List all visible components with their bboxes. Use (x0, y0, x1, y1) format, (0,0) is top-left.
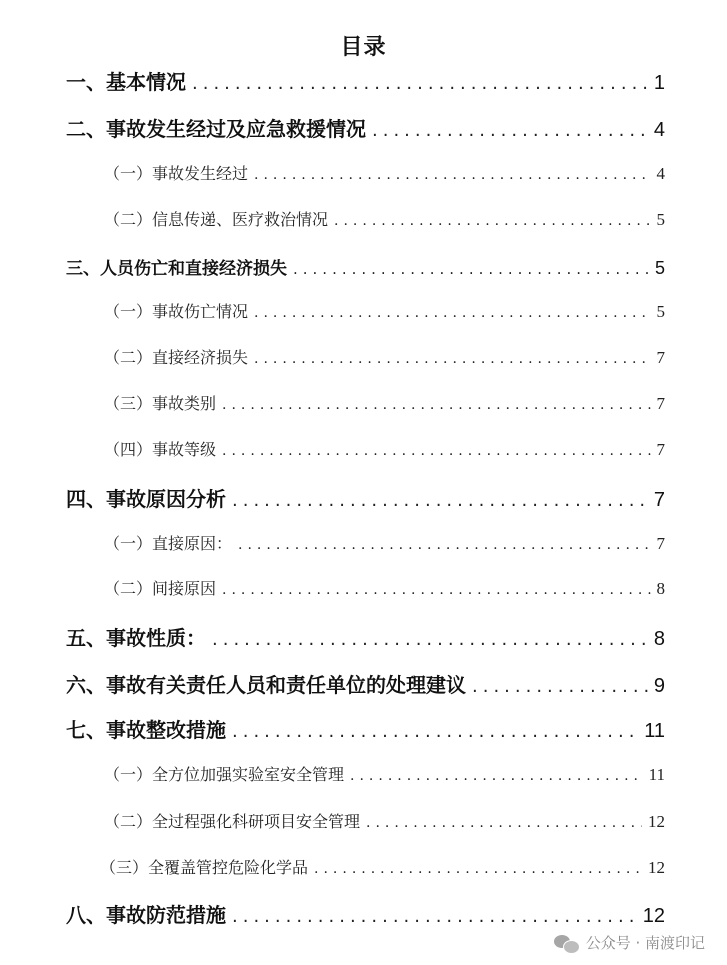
toc-page-number: 9 (653, 675, 665, 697)
dot-leader (366, 815, 642, 831)
toc-entry-label: 八、事故防范措施 (66, 903, 226, 927)
watermark (554, 932, 705, 953)
toc-entry[interactable] (104, 299, 665, 322)
toc-entry-label: （二）间接原因 (104, 579, 217, 598)
toc-entry-label: （一）全方位加强实验室安全管理 (104, 765, 345, 784)
toc-entry-label: 六、事故有关责任人员和责任单位的处理建议 (66, 673, 466, 697)
toc-page-number: 4 (653, 119, 665, 141)
dot-leader (254, 167, 650, 183)
toc-page-number: 7 (656, 440, 665, 459)
toc-entry[interactable] (66, 113, 665, 142)
dot-leader (238, 537, 650, 553)
toc-entry[interactable] (100, 855, 665, 878)
toc-entry[interactable] (104, 576, 665, 599)
toc-entry-label: 五、事故性质： (66, 626, 206, 650)
toc-page-number: 4 (656, 164, 665, 183)
toc-entry[interactable] (66, 899, 665, 928)
toc-page-number: 12 (642, 905, 665, 927)
toc-entry-label: （二）全过程强化科研项目安全管理 (104, 812, 361, 831)
toc-page-number: 1 (653, 72, 665, 94)
dot-leader (232, 490, 648, 511)
toc-page-number: 12 (648, 858, 665, 877)
dot-leader (293, 260, 649, 278)
toc-page-number: 7 (656, 534, 665, 553)
toc-entry-label: （三）全覆盖管控危险化学品 (100, 858, 309, 877)
toc-entry-label: （四）事故等级 (104, 440, 217, 459)
toc-entry[interactable] (66, 66, 665, 95)
page-title: 目录 (340, 35, 387, 60)
dot-leader (350, 768, 643, 784)
toc-entry-label: 七、事故整改措施 (66, 718, 226, 742)
toc-entry[interactable] (104, 345, 665, 368)
toc-entry-label: （一）事故发生经过 (104, 164, 249, 183)
toc-entry-label: （二）信息传递、医疗救治情况 (104, 210, 329, 229)
toc-entry[interactable] (104, 809, 665, 832)
toc-entry[interactable] (104, 391, 665, 414)
toc-page-number: 5 (654, 258, 665, 278)
toc-entry[interactable] (66, 622, 665, 651)
dot-leader (232, 906, 637, 927)
toc-entry-label: 四、事故原因分析 (66, 487, 226, 511)
toc-entry-label: （一）直接原因： (104, 534, 233, 553)
wechat-icon (554, 933, 580, 953)
toc-entry[interactable] (66, 669, 665, 698)
toc-page-number: 7 (656, 394, 665, 413)
dot-leader (254, 351, 650, 367)
toc-page-number: 8 (656, 579, 665, 598)
dot-leader (222, 582, 650, 598)
dot-leader (222, 397, 650, 413)
toc-entry[interactable] (104, 207, 665, 230)
toc-page-number: 7 (653, 489, 665, 511)
toc-entry[interactable] (104, 531, 665, 554)
toc-entry[interactable] (104, 437, 665, 460)
dot-leader (314, 861, 642, 877)
toc-entry-label: 三、人员伤亡和直接经济损失 (66, 259, 287, 279)
toc-page-number: 5 (656, 210, 665, 229)
toc-entry[interactable] (104, 161, 665, 184)
dot-leader (254, 305, 650, 321)
toc-entry[interactable] (66, 714, 665, 743)
dot-leader (212, 629, 648, 650)
toc-page-number: 8 (653, 628, 665, 650)
toc-entry-label: （三）事故类别 (104, 394, 217, 413)
toc-entry-label: 一、基本情况 (66, 70, 186, 94)
toc-page-number: 12 (648, 812, 665, 831)
toc-page-number: 11 (648, 765, 665, 784)
dot-leader (192, 73, 648, 94)
toc-entry-label: 二、事故发生经过及应急救援情况 (66, 117, 366, 141)
dot-leader (232, 721, 638, 742)
watermark-text: 公众号 · 南渡印记 (585, 934, 705, 952)
toc-entry-label: （一）事故伤亡情况 (104, 302, 249, 321)
toc-page-number: 11 (644, 720, 665, 742)
dot-leader (472, 676, 648, 697)
dot-leader (334, 213, 650, 229)
dot-leader (222, 443, 650, 459)
toc-entry[interactable] (66, 254, 665, 279)
dot-leader (372, 120, 648, 141)
toc-page-number: 5 (656, 302, 665, 321)
toc-entry[interactable] (104, 762, 665, 785)
toc-entry[interactable] (66, 483, 665, 512)
toc-entry-label: （二）直接经济损失 (104, 348, 249, 367)
toc-page-number: 7 (656, 348, 665, 367)
